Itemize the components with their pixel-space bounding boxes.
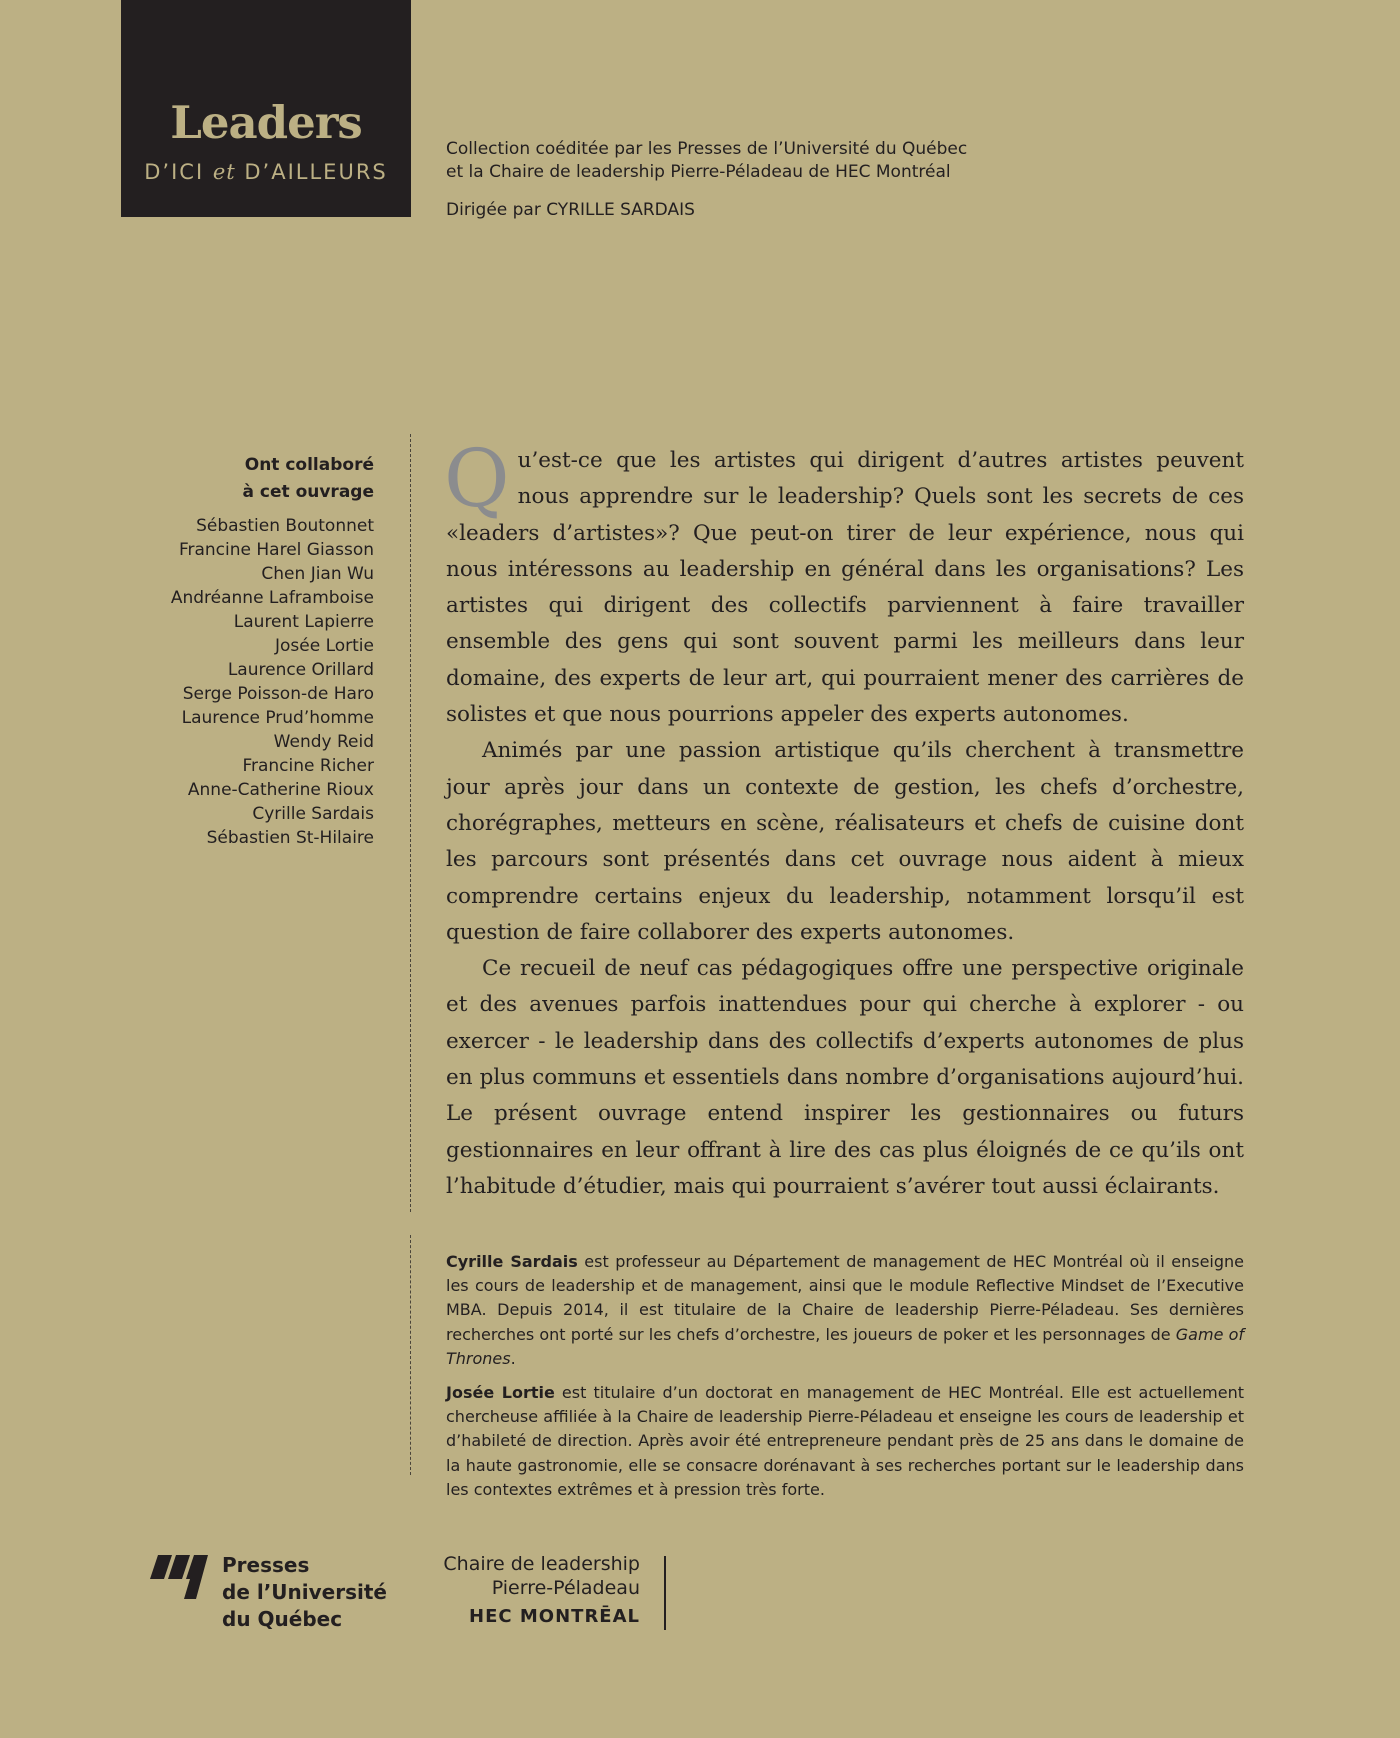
bio-text: est titulaire d’un doctorat en management de HEC Montréal. Elle est actuellement chercheuse affiliée à la Chaire de leadership Pierre-Péladeau et enseigne les cours de leadership et d’habileté de direction. Après avoir été entrepreneure pendant près de 25 ans dans le domaine de la haute gastronomie, elle se consacre dorénavant à ses recherches portant sur le leadership dans les contextes extrêmes et à pression très forte. (446, 1383, 1244, 1499)
bio-italic-title: Game of Thrones (446, 1324, 1245, 1368)
column-divider-upper (410, 434, 411, 1212)
contributor-name: Serge Poisson-de Haro (182, 684, 374, 704)
series-subtitle-part1: D’ICI (144, 160, 213, 184)
series-subtitle (121, 162, 411, 183)
series-subtitle-part2: D’AILLEURS (235, 160, 388, 184)
chair-line-1: Chaire de leadership (443, 1553, 640, 1575)
contributor-name: Francine Richer (242, 756, 374, 776)
puq-line-2: de l’Université (222, 1580, 387, 1604)
chair-logo (420, 1552, 640, 1629)
series-subtitle-italic: et (212, 160, 236, 184)
contributor-name: Andréanne Laframboise (170, 588, 374, 608)
bio-cyrille-sardais (446, 1250, 1244, 1371)
contributors-heading-line-1: Ont collaboré (244, 455, 374, 475)
bio-text: est professeur au Département de management de HEC Montréal où il enseigne les cours de leadership et de management, ainsi que le module Reflective Mindset de l’Executive MBA. Depuis 2014, il est titulaire de la Chaire de leadership Pierre-Péladeau. Ses dernières recherches ont porté sur les chefs d’orchestre, les joueurs de poker et les personnages de (446, 1252, 1244, 1344)
contributor-name: Laurence Prud’homme (181, 708, 374, 728)
description-paragraph-3: Ce recueil de neuf cas pédagogiques offre une perspective originale et des avenues parfois inattendues pour qui cherche à explorer - ou exercer - le leadership dans des collectifs d’experts autonomes de plus en plus communs et essentiels dans nombre d’organisations aujourd’hui. Le présent ouvrage entend inspirer les gestionnaires ou futurs gestionnaires en leur offrant à lire des cas plus éloignés de ce qu’ils ont l’habitude d’étudier, mais qui pourraient s’avérer tout aussi éclairants. (446, 956, 1244, 1199)
collection-line-2: et la Chaire de leadership Pierre-Péladeau de HEC Montréal (446, 162, 951, 182)
collection-info (446, 138, 1146, 184)
contributor-name: Josée Lortie (274, 636, 374, 656)
description-paragraph-2: Animés par une passion artistique qu’ils cherchent à transmettre jour après jour dans un contexte de gestion, les chefs d’orchestre, chorégraphes, metteurs en scène, réalisateurs et chefs de cuisine dont les parcours sont présentés dans cet ouvrage nous aident à mieux comprendre certains enjeux du leadership, notamment lorsqu’il est question de faire collaborer des experts autonomes. (446, 738, 1244, 945)
collection-line-1: Collection coéditée par les Presses de l’Université du Québec (446, 139, 968, 159)
contributor-name: Francine Harel Giasson (178, 540, 374, 560)
contributor-name: Laurent Lapierre (233, 612, 374, 632)
contributor-name: Laurence Orillard (227, 660, 374, 680)
back-cover-description (444, 432, 1244, 1205)
puq-logo-icon (150, 1555, 210, 1599)
contributors-heading (120, 452, 374, 506)
contributor-name: Cyrille Sardais (252, 804, 374, 824)
hec-montreal-logo: HEC MONTRĒAL (469, 1606, 640, 1627)
bio-author-name: Cyrille Sardais (446, 1252, 578, 1271)
puq-line-3: du Québec (222, 1607, 343, 1631)
contributor-name: Sébastien Boutonnet (196, 516, 374, 536)
puq-line-1: Presses (222, 1553, 310, 1577)
description-paragraph-1-text: u’est-ce que les artistes qui dirigent d’autres artistes peuvent nous apprendre sur le leadership? Quels sont les secrets de ces «leaders d’artistes»? Que peut-on tirer de leur expérience, nous qui nous intéressons au leadership en général dans les organisations? Les artistes qui dirigent des collectifs parviennent à faire travailler ensemble des gens qui sont souvent parmi les meilleurs dans leur domaine, des experts de leur art, qui pourraient mener des carrières de solistes et que nous pourrions appeler des experts autonomes. (446, 448, 1244, 728)
contributor-name: Anne-Catherine Rioux (187, 780, 374, 800)
contributors-list (120, 514, 374, 850)
contributor-name: Chen Jian Wu (261, 564, 374, 584)
series-logo-box (121, 0, 411, 217)
series-title: Leaders (170, 96, 362, 149)
drop-cap: Q (444, 432, 510, 525)
author-bios (446, 1250, 1244, 1512)
contributors-sidebar (120, 452, 374, 850)
puq-publisher-name (222, 1552, 387, 1633)
contributor-name: Sébastien St-Hilaire (206, 828, 374, 848)
contributors-heading-line-2: à cet ouvrage (242, 482, 374, 502)
contributor-name: Wendy Reid (273, 732, 374, 752)
bio-end: . (510, 1348, 516, 1368)
column-divider-lower (410, 1235, 411, 1475)
chair-logo-rule (664, 1556, 666, 1630)
bio-josee-lortie (446, 1381, 1244, 1502)
chair-line-2: Pierre-Péladeau (491, 1577, 640, 1599)
description-paragraph-1 (444, 432, 1244, 733)
directed-by: Dirigée par CYRILLE SARDAIS (446, 200, 695, 220)
bio-author-name: Josée Lortie (446, 1383, 555, 1403)
